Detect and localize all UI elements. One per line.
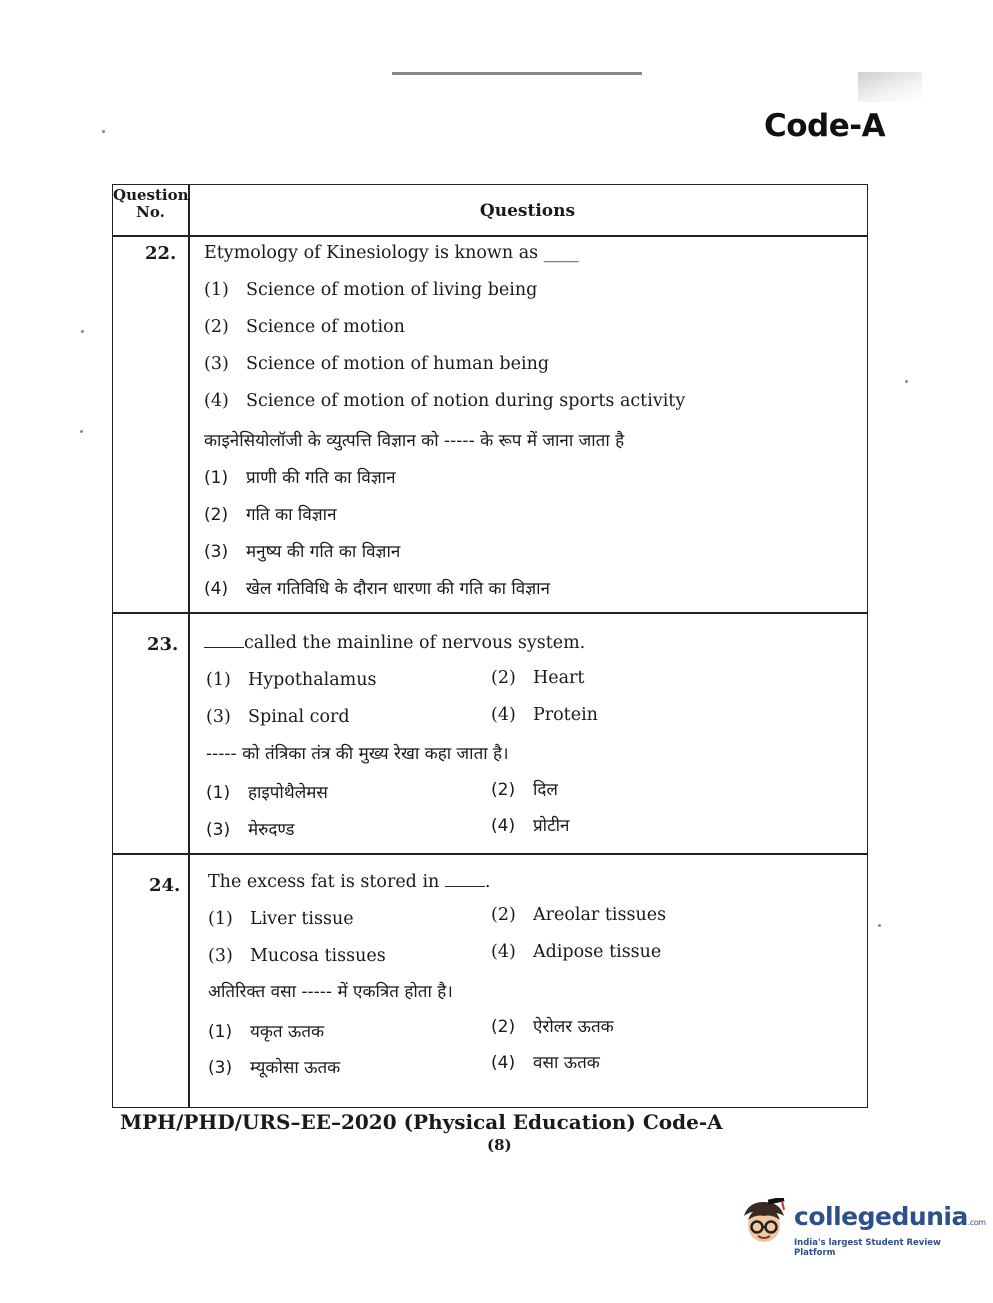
question-number: 24. [149, 875, 181, 896]
option-hi: (4) प्रोटीन [491, 816, 570, 836]
scan-speck [80, 430, 83, 433]
scan-speck [878, 924, 881, 927]
option-en: (1) Liver tissue [208, 909, 354, 929]
option-hi: (1) यकृत ऊतक [208, 1022, 325, 1042]
row-divider [113, 853, 867, 855]
answer-blank [204, 645, 244, 648]
scan-speck [905, 380, 908, 383]
option-hi: (2) दिल [491, 780, 558, 800]
question-stem-en: The excess fat is stored in . [208, 872, 491, 892]
answer-blank [445, 884, 485, 887]
option-en: (2) Science of motion [204, 317, 405, 337]
scan-speck [102, 130, 105, 133]
header-divider [113, 235, 867, 237]
option-en: (3) Science of motion of human being [204, 354, 550, 374]
option-hi: (4) वसा ऊतक [491, 1053, 600, 1073]
scan-edge-line [392, 72, 642, 75]
header-question-no: Question No. [113, 186, 189, 221]
column-divider [188, 185, 190, 1107]
student-mascot-icon [738, 1198, 790, 1256]
watermark-tagline: India's largest Student Review Platform [794, 1238, 941, 1258]
scan-corner-shadow [858, 72, 922, 102]
question-number: 23. [147, 634, 179, 655]
option-en: (2) Areolar tissues [491, 905, 667, 925]
option-en: (3) Spinal cord [206, 707, 350, 727]
question-number: 22. [145, 243, 177, 264]
question-stem-en: Etymology of Kinesiology is known as ____ [204, 243, 579, 263]
watermark-name: collegedunia.com [794, 1202, 986, 1231]
page-number: (8) [487, 1136, 512, 1154]
option-en: (2) Heart [491, 668, 585, 688]
option-hi: (4) खेल गतिविधि के दौरान धारणा की गति का विज्ञान [204, 579, 550, 599]
option-hi: (2) गति का विज्ञान [204, 505, 337, 525]
question-stem-en: called the mainline of nervous system. [204, 633, 585, 653]
option-hi: (3) मेरुदण्ड [206, 820, 295, 840]
question-stem-hi: काइनेसियोलॉजी के व्युत्पत्ति विज्ञान को ----- के रूप में जाना जाता है [204, 431, 625, 451]
option-hi: (3) म्यूकोसा ऊतक [208, 1058, 341, 1078]
option-hi: (1) प्राणी की गति का विज्ञान [204, 468, 396, 488]
option-hi: (1) हाइपोथैलेमस [206, 783, 328, 803]
option-en: (1) Hypothalamus [206, 670, 377, 690]
option-en: (4) Science of motion of notion during sports activity [204, 391, 686, 411]
option-en: (4) Adipose tissue [491, 942, 662, 962]
option-en: (3) Mucosa tissues [208, 946, 386, 966]
option-hi: (3) मनुष्य की गति का विज्ञान [204, 542, 401, 562]
option-en: (1) Science of motion of living being [204, 280, 538, 300]
question-table [112, 184, 868, 1108]
collegedunia-watermark [738, 1198, 986, 1258]
header-questions: Questions [479, 201, 576, 221]
question-stem-hi: अतिरिक्त वसा ----- में एकत्रित होता है। [208, 982, 453, 1002]
option-hi: (2) ऐरोलर ऊतक [491, 1017, 614, 1037]
paper-code: Code-A [764, 108, 886, 144]
footer-title: MPH/PHD/URS–EE–2020 (Physical Education) Code-A [120, 1110, 723, 1134]
option-en: (4) Protein [491, 705, 598, 725]
question-stem-hi: ----- को तंत्रिका तंत्र की मुख्य रेखा कहा जाता है। [206, 744, 509, 764]
row-divider [113, 612, 867, 614]
scan-speck [81, 330, 84, 333]
